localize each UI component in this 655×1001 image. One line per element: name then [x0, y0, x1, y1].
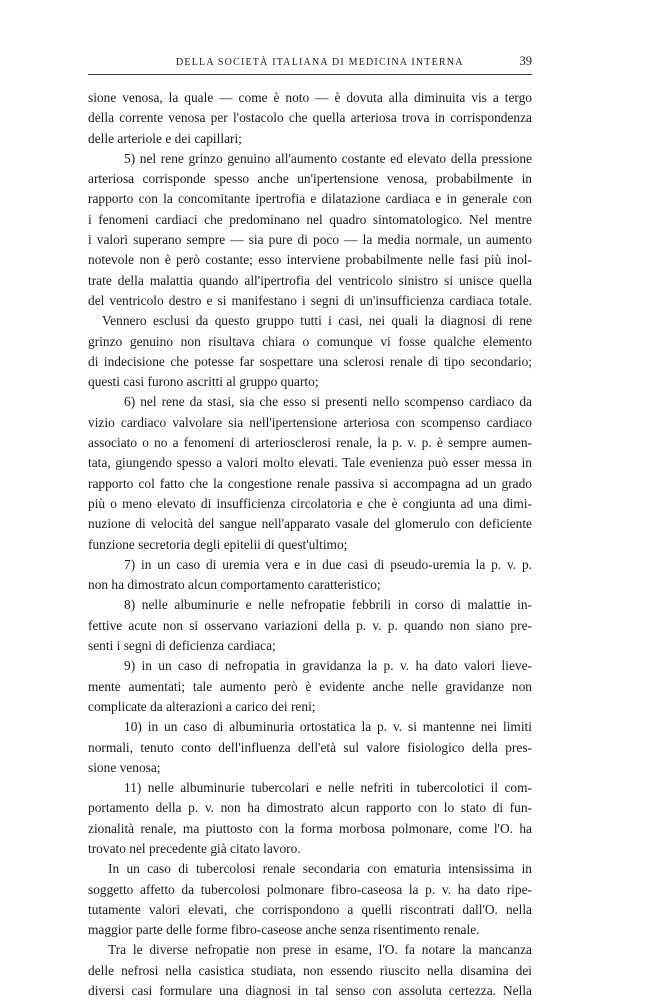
text-line: delle arteriole e dei capillari; [88, 130, 242, 146]
text-line: fettive acute non si osservano variazioni della p. v. p. quando non siano pre- [88, 617, 532, 633]
text-line: questi casi furono ascritti al gruppo quarto; [88, 374, 319, 390]
text-line: zionalità renale, ma piuttosto con la forma morbosa polmonare, come l'O. ha [88, 820, 532, 836]
text-line: maggior parte delle forme fibro-caseose anche senza risentimento renale. [88, 922, 480, 938]
text-line: 6) nel rene da stasi, sia che esso si presenti nello scompenso cardiaco da [124, 394, 532, 410]
text-line: diversi casi formulare una diagnosi in tal senso con assoluta certezza. Nella [88, 983, 532, 999]
text-line: grinzo genuino non risultava chiara o comunque vi fosse qualche elemento [88, 333, 532, 349]
text-line: vizio cardiaco valvolare sia nell'ipertensione arteriosa con scompenso cardiaco [88, 414, 532, 430]
text-line: sione venosa, la quale — come è noto — è dovuta alla diminuita vis a tergo [88, 90, 532, 105]
text-line: tutamente valori elevati, che corrispondono a quelli riscontrati dall'O. nella [88, 901, 532, 917]
text-line: mente aumentati; tale aumento però è evidente anche nelle gravidanze non [88, 678, 532, 694]
text-line: rapporto col fatto che la congestione renale passiva si accompagna ad un grado [88, 475, 532, 491]
text-line: notevole non è però costante; esso interviene probabilmente nelle fasi più inol- [88, 252, 532, 268]
text-line: 11) nelle albuminurie tubercolari e nelle nefriti in tubercolotici il com- [124, 780, 532, 796]
text-line: rapporto con la concomitante ipertrofia e dilatazione cardiaca e in generale con [88, 191, 532, 207]
page-header [88, 54, 532, 75]
text-line: Tra le diverse nefropatie non prese in esame, l'O. fa notare la mancanza [108, 942, 532, 958]
text-line: Vennero esclusi da questo gruppo tutti i casi, nei quali la diagnosi di rene [102, 313, 532, 329]
text-line: arteriosa corrisponde spesso anche un'ipertensione venosa, probabilmente in [88, 171, 532, 187]
page-number: 39 [519, 54, 532, 68]
text-line: sione venosa; [88, 759, 161, 775]
text-line: 9) in un caso di nefropatia in gravidanza la p. v. ha dato valori lieve- [124, 658, 532, 674]
text-line: non ha dimostrato alcun comportamento caratteristico; [88, 577, 381, 593]
text-line: i valori superano sempre — sia pure di poco — la media normale, un aumento [88, 232, 532, 248]
text-line: i fenomeni cardiaci che predominano nel quadro sintomatologico. Nel mentre [88, 211, 532, 227]
text-line: senti i segni di deficienza cardiaca; [88, 638, 276, 654]
text-line: del ventricolo destro e si manifestano i segni di un'insufficienza cardiaca totale. [88, 292, 532, 308]
text-line: della corrente venosa per l'ostacolo che quella arteriosa trova in corrispondenza [88, 110, 532, 126]
text-line: complicate da alterazioni a carico dei reni; [88, 698, 316, 714]
text-line: nuzione di velocità del sangue nell'apparato vasale del glomerulo con deficiente [88, 516, 532, 532]
running-head: DELLA SOCIETÀ ITALIANA DI MEDICINA INTERNA [176, 57, 464, 68]
text-line: In un caso di tubercolosi renale secondaria con ematuria intensissima in [108, 861, 532, 877]
text-line: soggetto affetto da tubercolosi polmonare fibro-caseosa la p. v. ha dato ripe- [88, 881, 532, 897]
text-line: 8) nelle albuminurie e nelle nefropatie febbrili in corso di malattie in- [124, 597, 532, 613]
text-line: normali, tenuto conto dell'influenza dell'età sul valore fisiologico della pres- [88, 739, 532, 755]
text-line: 10) in un caso di albuminuria ortostatica la p. v. si mantenne nei limiti [124, 719, 532, 735]
body-text [88, 88, 532, 1001]
text-line: portamento della p. v. non ha dimostrato alcun rapporto con lo stato di fun- [88, 800, 532, 816]
text-line: tata, giungendo spesso a valori molto elevati. Tale evenienza può esser messa in [88, 455, 532, 471]
text-line: 7) in un caso di uremia vera e in due casi di pseudo-uremia la p. v. p. [124, 556, 532, 572]
text-line: più o meno elevato di insufficienza circolatoria e che è congiunta ad una dimi- [88, 495, 532, 511]
text-line: delle nefrosi nella casistica studiata, non essendo riuscito nella disamina dei [88, 962, 532, 978]
text-line: associato o no a fenomeni di arteriosclerosi renale, la p. v. p. è sempre aumen- [88, 435, 532, 451]
text-line: trovato nel precedente già citato lavoro. [88, 840, 301, 856]
text-line: trate della malattia quando all'ipertrofia del ventricolo sinistro si unisce quella [88, 272, 532, 288]
text-line: funzione secretoria degli epitelii di quest'ultimo; [88, 536, 348, 552]
text-line: di indecisione che potesse far sospettare una sclerosi renale di tipo secondario; [88, 353, 532, 369]
text-line: 5) nel rene grinzo genuino all'aumento costante ed elevato della pressione [124, 150, 532, 166]
